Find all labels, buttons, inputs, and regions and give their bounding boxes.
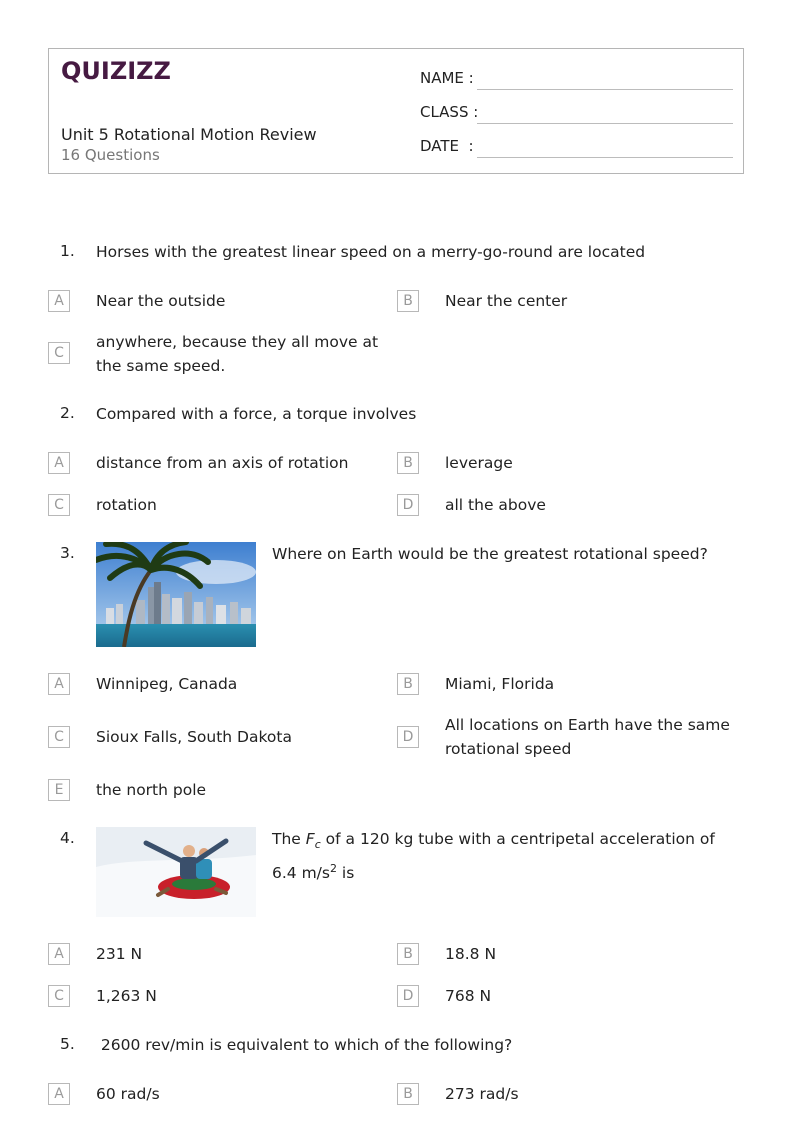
exponent: 2	[329, 862, 337, 876]
option-text: Winnipeg, Canada	[96, 675, 238, 693]
question-text: Compared with a force, a torque involves	[96, 405, 417, 423]
date-field[interactable]	[477, 157, 733, 158]
snow-tubing-photo	[96, 827, 256, 917]
question-text	[272, 827, 722, 885]
option-letter[interactable]: A	[48, 943, 70, 965]
option-text: Miami, Florida	[445, 675, 555, 693]
worksheet-title: Unit 5 Rotational Motion Review	[61, 125, 317, 144]
option-text: Sioux Falls, South Dakota	[96, 728, 292, 746]
question-text: 2600 rev/min is equivalent to which of the following?	[96, 1036, 513, 1054]
question-number: 1.	[60, 242, 75, 260]
option-letter[interactable]: A	[48, 1083, 70, 1105]
option-letter[interactable]: C	[48, 985, 70, 1007]
class-label: CLASS :	[420, 103, 479, 121]
question-number: 4.	[60, 829, 75, 847]
option-text: 273 rad/s	[445, 1085, 519, 1103]
option-letter[interactable]: D	[397, 494, 419, 516]
force-subscript: c	[314, 838, 321, 852]
snow-tubing-image	[96, 827, 256, 917]
option-letter[interactable]: D	[397, 726, 419, 748]
force-symbol: F	[305, 830, 315, 848]
name-field[interactable]	[477, 89, 733, 90]
city-skyline-photo	[96, 542, 256, 647]
option-text: 60 rad/s	[96, 1085, 160, 1103]
option-letter[interactable]: C	[48, 726, 70, 748]
option-letter[interactable]: B	[397, 1083, 419, 1105]
option-letter[interactable]: B	[397, 943, 419, 965]
quizizz-logo: QUIZIZZ	[61, 57, 171, 85]
option-letter[interactable]: A	[48, 673, 70, 695]
option-text: Near the outside	[96, 292, 226, 310]
option-letter[interactable]: A	[48, 290, 70, 312]
option-letter[interactable]: B	[397, 673, 419, 695]
class-field[interactable]	[477, 123, 733, 124]
question-text-part: of a 120 kg tube with a centripetal acceleration of 6.4 m/s	[272, 830, 715, 883]
option-text: Near the center	[445, 292, 568, 310]
option-letter[interactable]: B	[397, 290, 419, 312]
option-text: distance from an axis of rotation	[96, 454, 349, 472]
option-letter[interactable]: B	[397, 452, 419, 474]
name-label: NAME :	[420, 69, 474, 87]
city-skyline-image	[96, 542, 256, 647]
option-text: 768 N	[445, 987, 492, 1005]
option-letter[interactable]: C	[48, 494, 70, 516]
question-number: 3.	[60, 544, 75, 562]
option-text: anywhere, because they all move at the same speed.	[96, 333, 379, 375]
question-text-part: is	[336, 864, 355, 883]
question-text: Horses with the greatest linear speed on a merry-go-round are located	[96, 243, 646, 261]
question-text-part: The	[272, 830, 306, 848]
option-text: leverage	[445, 454, 513, 472]
option-text: the north pole	[96, 781, 207, 799]
question-count: 16 Questions	[61, 146, 160, 164]
option-text: all the above	[445, 496, 546, 514]
question-text: Where on Earth would be the greatest rotational speed?	[272, 545, 708, 563]
question-number: 2.	[60, 404, 75, 422]
option-text: 1,263 N	[96, 987, 157, 1005]
option-text: 231 N	[96, 945, 143, 963]
worksheet-header	[48, 48, 744, 174]
date-label: DATE :	[420, 137, 474, 155]
option-text: rotation	[96, 496, 157, 514]
option-text: All locations on Earth have the same rotational speed	[445, 716, 730, 758]
option-letter[interactable]: A	[48, 452, 70, 474]
option-letter[interactable]: D	[397, 985, 419, 1007]
option-letter[interactable]: C	[48, 342, 70, 364]
option-text: 18.8 N	[445, 945, 497, 963]
question-number: 5.	[60, 1035, 75, 1053]
option-letter[interactable]: E	[48, 779, 70, 801]
